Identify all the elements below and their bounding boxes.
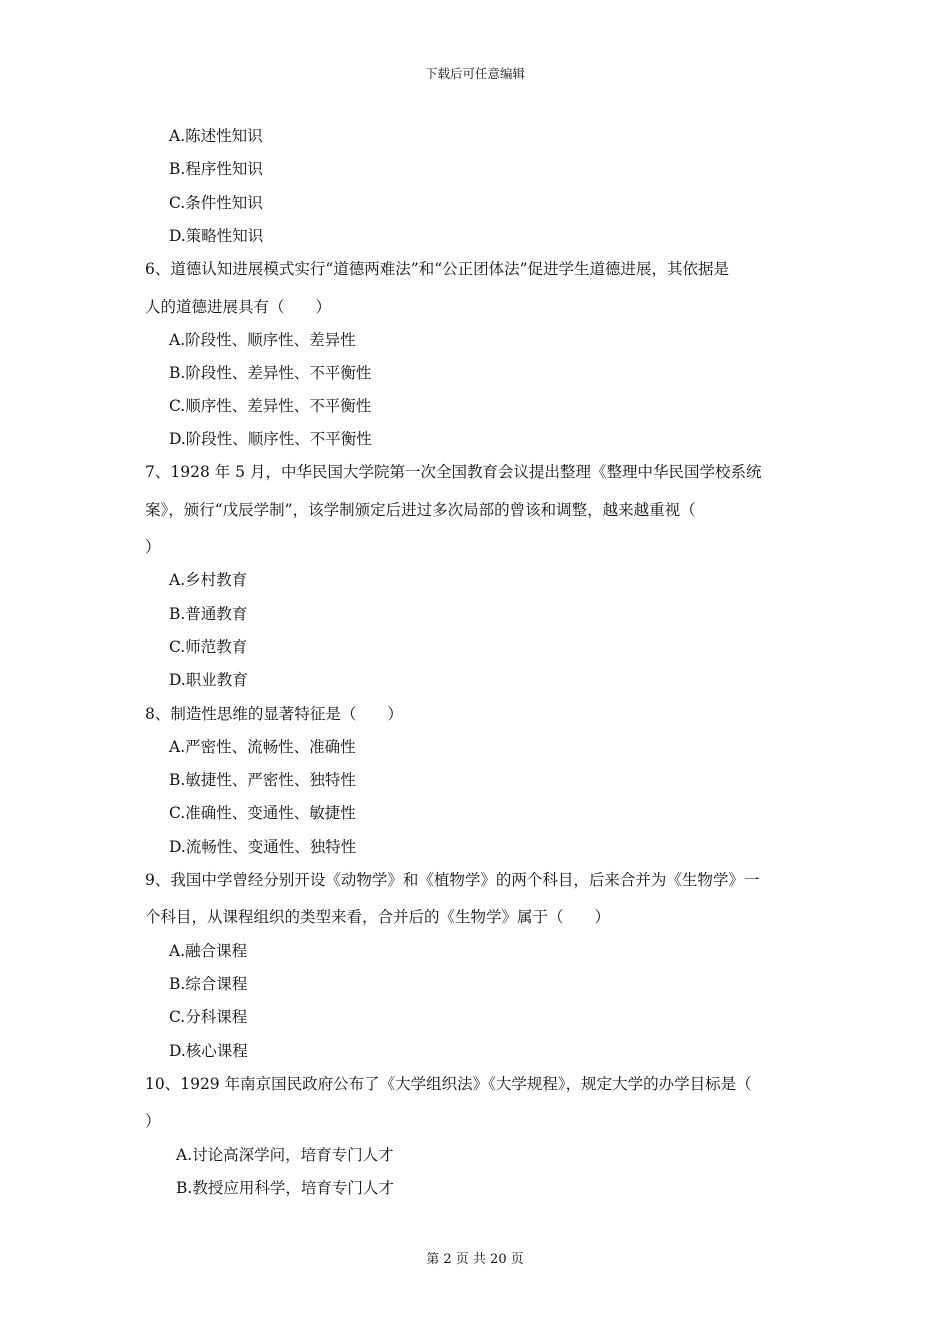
q8-stem: 8、制造性思维的显著特征是（ ） (145, 705, 403, 723)
q6-option-a: A.阶段性、顺序性、差异性 (169, 331, 356, 349)
q6-stem-line2: 人的道德进展具有（ ） (145, 298, 332, 316)
q10-option-a: A.讨论高深学问，培育专门人才 (176, 1146, 394, 1164)
q7-option-b: B.普通教育 (169, 605, 248, 623)
page-header: 下载后可任意编辑 (424, 66, 525, 81)
q6-option-b: B.阶段性、差异性、不平衡性 (169, 364, 372, 382)
q6-option-d: D.阶段性、顺序性、不平衡性 (169, 430, 372, 448)
q7-option-c: C.师范教育 (169, 638, 248, 656)
q7-stem-line2: 案》，颁行“戊辰学制”，该学制颁定后进过多次局部的曾该和调整，越来越重视（ (145, 501, 696, 519)
q10-option-b: B.教授应用科学，培育专门人才 (176, 1179, 394, 1197)
q7-option-d: D.职业教育 (169, 671, 248, 689)
q10-stem-line2: ） (145, 1112, 161, 1130)
q9-option-d: D.核心课程 (169, 1042, 248, 1060)
q10-stem-line1: 10、1929 年南京国民政府公布了《大学组织法》《大学规程》，规定大学的办学目标是（ (145, 1075, 752, 1093)
q9-option-c: C.分科课程 (169, 1008, 248, 1026)
q7-option-a: A.乡村教育 (169, 571, 248, 589)
page-footer: 第 2 页 共 20 页 (426, 1252, 524, 1267)
q5-option-a: A.陈述性知识 (169, 127, 263, 145)
q7-stem-line1: 7、1928 年 5 月，中华民国大学院第一次全国教育会议提出整理《整理中华民国学校系统 (145, 463, 762, 481)
q5-option-c: C.条件性知识 (169, 194, 263, 212)
q6-stem-line1: 6、道德认知进展模式实行“道德两难法”和“公正团体法”促进学生道德进展，其依据是 (145, 260, 730, 278)
q6-option-c: C.顺序性、差异性、不平衡性 (169, 397, 372, 415)
q9-stem-line2: 个科目，从课程组织的类型来看，合并后的《生物学》属于（ ） (145, 908, 611, 926)
q7-stem-line3: ） (145, 538, 161, 556)
q5-option-d: D.策略性知识 (169, 227, 264, 245)
q9-option-a: A.融合课程 (169, 942, 248, 960)
q8-option-b: B.敏捷性、严密性、独特性 (169, 771, 356, 789)
q9-option-b: B.综合课程 (169, 975, 248, 993)
q8-option-c: C.准确性、变通性、敏捷性 (169, 804, 356, 822)
q8-option-a: A.严密性、流畅性、准确性 (169, 738, 356, 756)
q5-option-b: B.程序性知识 (169, 160, 263, 178)
q9-stem-line1: 9、我国中学曾经分别开设《动物学》和《植物学》的两个科目，后来合并为《生物学》一 (145, 871, 760, 889)
q8-option-d: D.流畅性、变通性、独特性 (169, 838, 357, 856)
